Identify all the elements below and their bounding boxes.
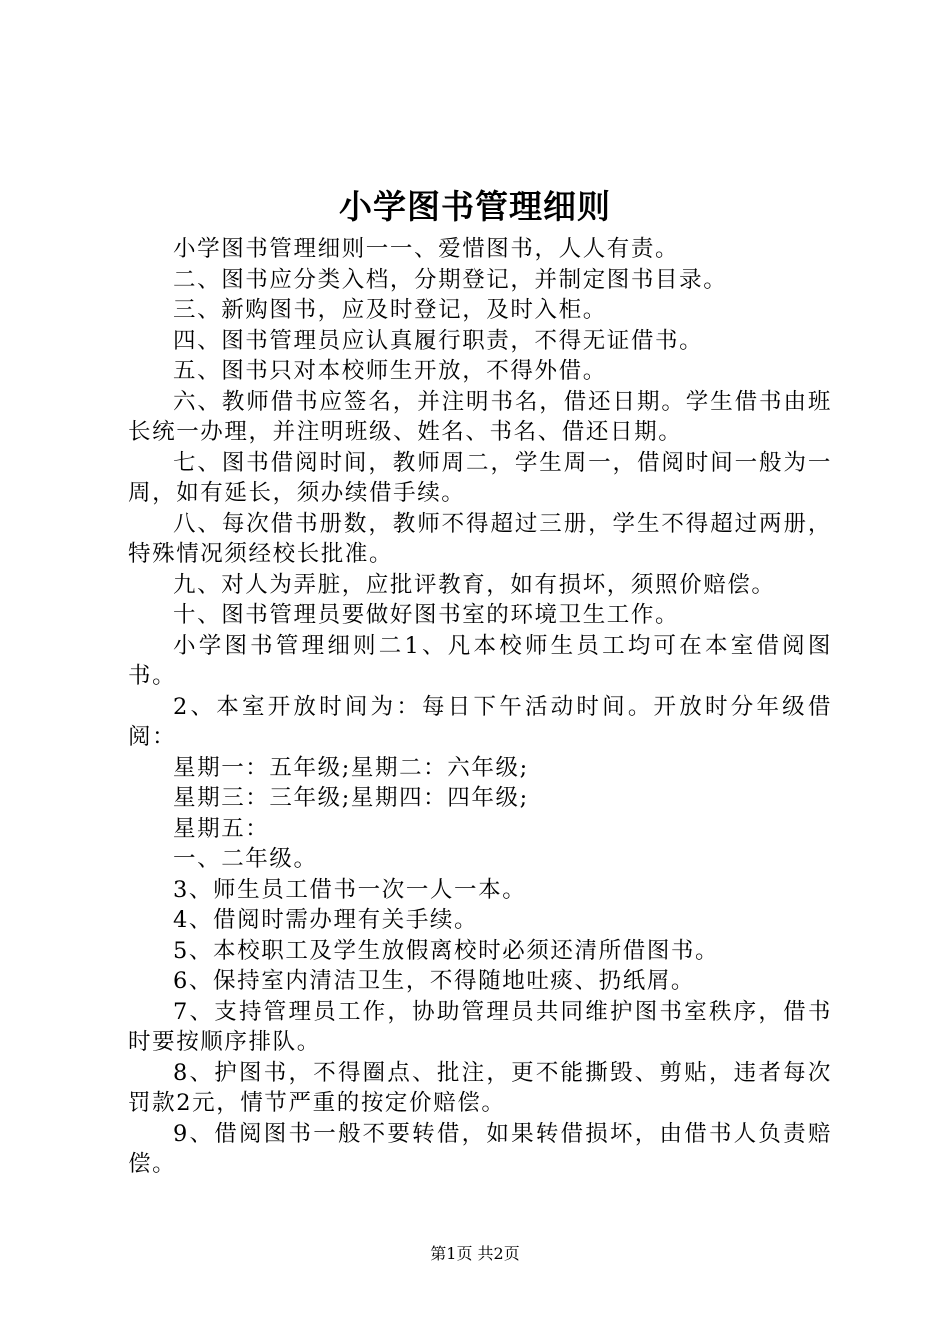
paragraph: 十、图书管理员要做好图书室的环境卫生工作。 [173,602,680,628]
paragraph: 五、图书只对本校师生开放，不得外借。 [173,358,607,384]
paragraph: 星期一：五年级;星期二：六年级; [173,754,529,781]
document-body [128,234,832,1180]
paragraph: 六、教师借书应签名，并注明书名，借还日期。学生借书由班长统一办理，并注明班级、姓名、书名、借还日期。 [128,388,832,445]
paragraph: 星期三：三年级;星期四：四年级; [173,785,529,811]
paragraph: 5、本校职工及学生放假离校时必须还清所借图书。 [173,937,720,964]
paragraph: 九、对人为弄脏，应批评教育，如有损坏，须照价赔偿。 [173,571,776,598]
paragraph: 3、师生员工借书一次一人一本。 [173,876,527,903]
paragraph: 星期五： [173,815,270,842]
paragraph: 7、支持管理员工作，协助管理员共同维护图书室秩序，借书时要按顺序排队。 [128,998,832,1055]
paragraph: 4、借阅时需办理有关手续。 [173,907,479,933]
paragraph: 三、新购图书，应及时登记，及时入柜。 [173,297,607,323]
paragraph: 9、借阅图书一般不要转借，如果转借损坏，由借书人负责赔偿。 [128,1120,832,1177]
paragraph: 八、每次借书册数，教师不得超过三册，学生不得超过两册，特殊情况须经校长批准。 [128,510,832,567]
paragraph: 七、图书借阅时间，教师周二，学生周一，借阅时间一般为一周，如有延长，须办续借手续。 [128,449,832,506]
paragraph: 6、保持室内清洁卫生，不得随地吐痰、扔纸屑。 [173,968,696,994]
paragraph: 一、二年级。 [173,846,318,872]
paragraph: 小学图书管理细则一一、爱惜图书，人人有责。 [173,236,680,262]
paragraph: 2、本室开放时间为：每日下午活动时间。开放时分年级借阅： [128,693,832,750]
page-number-footer: 第1页 共2页 [430,1244,520,1263]
paragraph: 8、护图书，不得圈点、批注，更不能撕毁、剪贴，违者每次罚款2元，情节严重的按定价赔偿。 [128,1059,832,1116]
paragraph: 四、图书管理员应认真履行职责，不得无证借书。 [173,327,704,354]
paragraph: 二、图书应分类入档，分期登记，并制定图书目录。 [173,266,728,293]
document-title: 小学图书管理细则 [339,187,611,226]
paragraph: 小学图书管理细则二1、凡本校师生员工均可在本室借阅图书。 [128,632,832,689]
